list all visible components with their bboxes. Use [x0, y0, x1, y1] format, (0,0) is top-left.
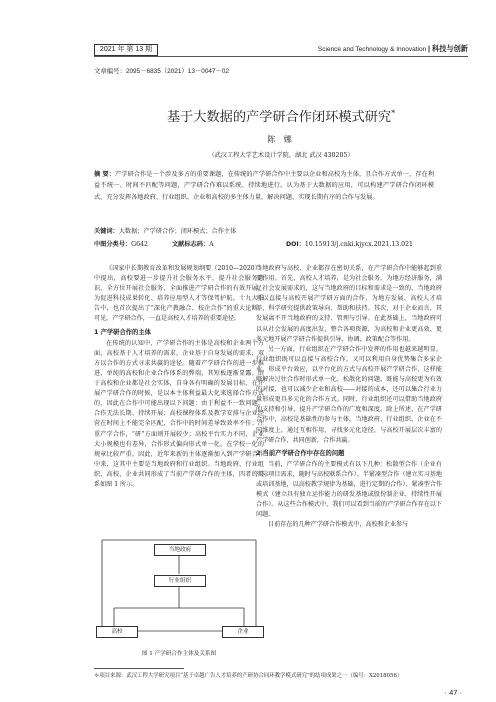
footnote: ＊项目来源：武汉工程大学研究项目“基于卓越广告人才培养的产研协合同环教学模式研究”的结项成果之一（编号：X2018056） — [94, 673, 403, 679]
node-gov: 当地政府 — [154, 544, 206, 556]
keywords-label: 关键词： — [94, 228, 119, 235]
cls-group — [94, 241, 148, 248]
doc-group — [172, 239, 214, 248]
paper-title — [94, 106, 468, 125]
right-paragraph-2: 另一方面，行业组织在产学研合作中发挥的作用也越来越明显。行业组织既可以直接与高校合作，又可以利用自身优势集合多家企业，形成平台效应，以平台化的方式与高校开展产学研合作，这样能够解决过往合作时形式单一化、松散化的问题，既能与高校更为有效的对接，也可以减少企业和高校——对接的成本，还可以集合行业力量形成更具多元化的合作方式。同时，行业组织还可以借助当地政府的支持和引导，提升产学研合作的广度和深度。除上所述，在产学研合作中，高校是基础性的参与主体，当地政府、行业组织、企业在不同维度上，通过互相作用，寻找多元化途径，与高校开展层次丰富的产学研合作，共同创新，合作共赢。 — [256, 345, 442, 444]
cls-value: G642 — [131, 241, 148, 248]
figure-1 — [94, 536, 264, 650]
section-1-heading: 1 产学研合作的主体 — [94, 328, 151, 336]
abstract-text: 产学研合作是一个涉及多方的重要课题，在传统的产学研合作中主要以企业和高校为主体，且合作方式单一，存在利益不统一、时间不匹配等问题，产学研合作难以系统、持续地进行。认为基于大数据的应用，可以构建产学研合作闭环模式，充分发挥各地政府、行业组织、企业和高校的多主体力量，解决问题，实现长期有序的合作与发展。 — [94, 171, 435, 201]
classification-meta — [94, 239, 468, 248]
header-rule — [94, 56, 468, 57]
keywords — [94, 226, 236, 235]
doi-label: DOI： — [286, 241, 305, 248]
issue-label: 2021 年 第 13 期 — [94, 44, 158, 56]
abstract — [94, 169, 434, 203]
article-number: 文章编号：2095－6835（2021）13－0047－02 — [94, 68, 229, 75]
author: 陈 娜 — [267, 135, 295, 144]
node-enterprise: 企业 — [222, 626, 264, 638]
page-number: · 47 · — [444, 688, 462, 697]
right-paragraph-1: 当地政府与高校、企业都存在密切关系，在产学研合作中能够起到重要作用。首先，高校人才培养，是为社会服务，为地方经济服务，满足社会发展需求的，这与当地政府的目标和需求是一致的，当地政府可以直接与高校开展产学研方面的合作，为地方发展、高校人才培养、科学研究提供政策导向、帮助和扶持。其次，对于企业而言，其发展离不开当地政府的支持、管理与引导。在此基础上，当地政府可以从社会发展的高度出发，整合各项资源，为高校和企业更高效、更多元地开展产学研合作提供引导、协调、政策配合等作用。 — [256, 265, 442, 343]
journal-name-en: Science and Technology & Innovation — [317, 46, 427, 53]
affiliation: （武汉工程大学艺术设计学院，湖北 武汉 430205） — [208, 152, 354, 159]
footnote-rule — [94, 668, 184, 669]
journal-name-cn: 科技与创新 — [432, 44, 468, 53]
title-footnote-mark: * — [391, 108, 396, 118]
abstract-label: 摘 要： — [94, 171, 115, 178]
node-school: 高校 — [96, 626, 138, 638]
node-industry: 行业组织 — [154, 575, 206, 587]
keywords-text: 大数据；产学研合作；闭环模式；合作主体 — [118, 228, 237, 235]
doi-value: 10.15913/j.cnki.kjycx.2021.13.021 — [304, 241, 413, 248]
cls-label: 中图分类号： — [94, 241, 132, 248]
doi-group — [286, 239, 413, 248]
doc-label: 文献标志码： — [172, 241, 210, 248]
left-column — [94, 264, 264, 490]
section-1-paragraph: 在传统的认知中，产学研合作的主体是高校和企业两个方面，高校基于人才培养的需求，企业基于自身发展的需求，双方以合作的方式寻求共赢的途径。随着产学研合作的进一步推进，单纯的高校和企业合作体系的弊端，其短板逐渐显露。由于高校和企业都是社会实体，自身各有明确的发展目标，在开展产学研合作的时候，是以本主体利益最大化来选择合作方式的，因此在合作中可能出现以下问题：由于利益不一致问题，合作无法长期、持续开展；高校课程体系及教学安排与企业经营在时间上不能完全匹配，合作中的时间差导致效率不佳；注重产学合作，“研”方面则开展较少；高校平台实力不同，企业大小规模也有差异，合作形式偏向形式单一化。在学校一化的规章比较严重。因此，近年来新的主体逐渐加入到产学研合作中来，这其中主要是当地政府和行业组织。当地政府、行业组织、高校、企业共同形成了当前产学研合作的主体，四者的关系如图 1 所示。 — [94, 339, 264, 488]
doc-value: A — [209, 241, 214, 248]
figure-1-caption: 图 1 产学研合作主体及关系图 — [141, 651, 217, 657]
section-2-paragraph-1: 当前，产学研合作的主要模式有以下几种：松散型合作（企业有实际项目需求，随时与高校联系合作）、半紧凑型合作（建立实习基地或培训基地，以高校教学规律为基础，进行定期的合作）、紧凑型合作模式（建立具有独立运作能力的研发基地或股份制企业，持续性开展合作）。从这些合作模式中，我们可以看到当前的产学研合作存在以下问题。 — [256, 460, 442, 519]
right-column — [256, 264, 442, 530]
journal-name: Science and Technology & Innovation | 科技与创新 — [317, 44, 468, 53]
section-2-paragraph-2: 目前存在的几种产学研合作模式中，高校和企业参与 — [268, 521, 409, 529]
title-text: 基于大数据的产学研合作闭环模式研究 — [166, 110, 392, 125]
intro-paragraph: 《国家中长期教育改革和发展规划纲要（2010—2020）》中提出，高校要进一步提升社会服务水平，提升社会服务意识，全方位开展社会服务，全面推进产学研合作的有效开展，为促进科技成果转化、培养应用型人才等保驾护航。十九大报告中，也首次提出了“深化产教融合、校企合作”的重大论断。可见，产学研合作，一直是高校人才培养的重要途径。 — [94, 265, 264, 323]
section-2-heading: 2 当前产学研合作中存在的问题 — [256, 449, 345, 457]
